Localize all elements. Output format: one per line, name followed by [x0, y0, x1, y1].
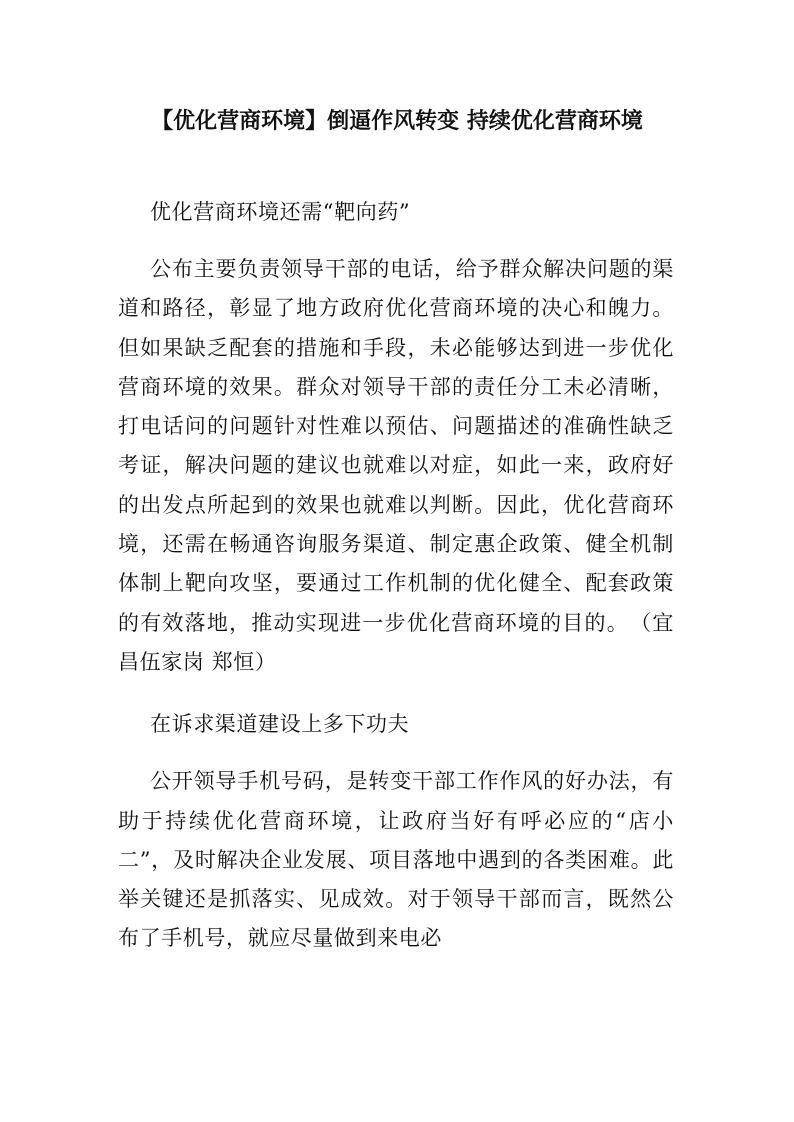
document-title: 【优化营商环境】倒逼作风转变 持续优化营商环境 [151, 109, 643, 134]
section-paragraph-1: 公布主要负责领导干部的电话，给予群众解决问题的渠道和路径，彰显了地方政府优化营商环境的决心和魄力。但如果缺乏配套的措施和手段，未必能够达到进一步优化营商环境的效果。群众对领导干部的责任分工未必清晰，打电话问的问题针对性难以预估、问题描述的准确性缺乏考证，解决问题的建议也就难以对症，如此一来，政府好的出发点所起到的效果也就难以判断。因此，优化营商环境，还需在畅通咨询服务渠道、制定惠企政策、健全机制体制上靶向攻坚，要通过工作机制的优化健全、配套政策的有效落地，推动实现进一步优化营商环境的目的。 （宜昌伍家岗 郑恒） [118, 257, 674, 674]
section-paragraph-2: 公开领导手机号码，是转变干部工作作风的好办法，有助于持续优化营商环境，让政府当好有呼必应的“店小二”，及时解决企业发展、项目落地中遇到的各类困难。此举关键还是抓落实、见成效。对于领导干部而言，既然公布了手机号，就应尽量做到来电必 [118, 769, 674, 951]
section-heading-2: 在诉求渠道建设上多下功夫 [150, 712, 410, 737]
document-body [118, 192, 674, 959]
section-heading-1: 优化营商环境还需“靶向药” [150, 200, 411, 224]
